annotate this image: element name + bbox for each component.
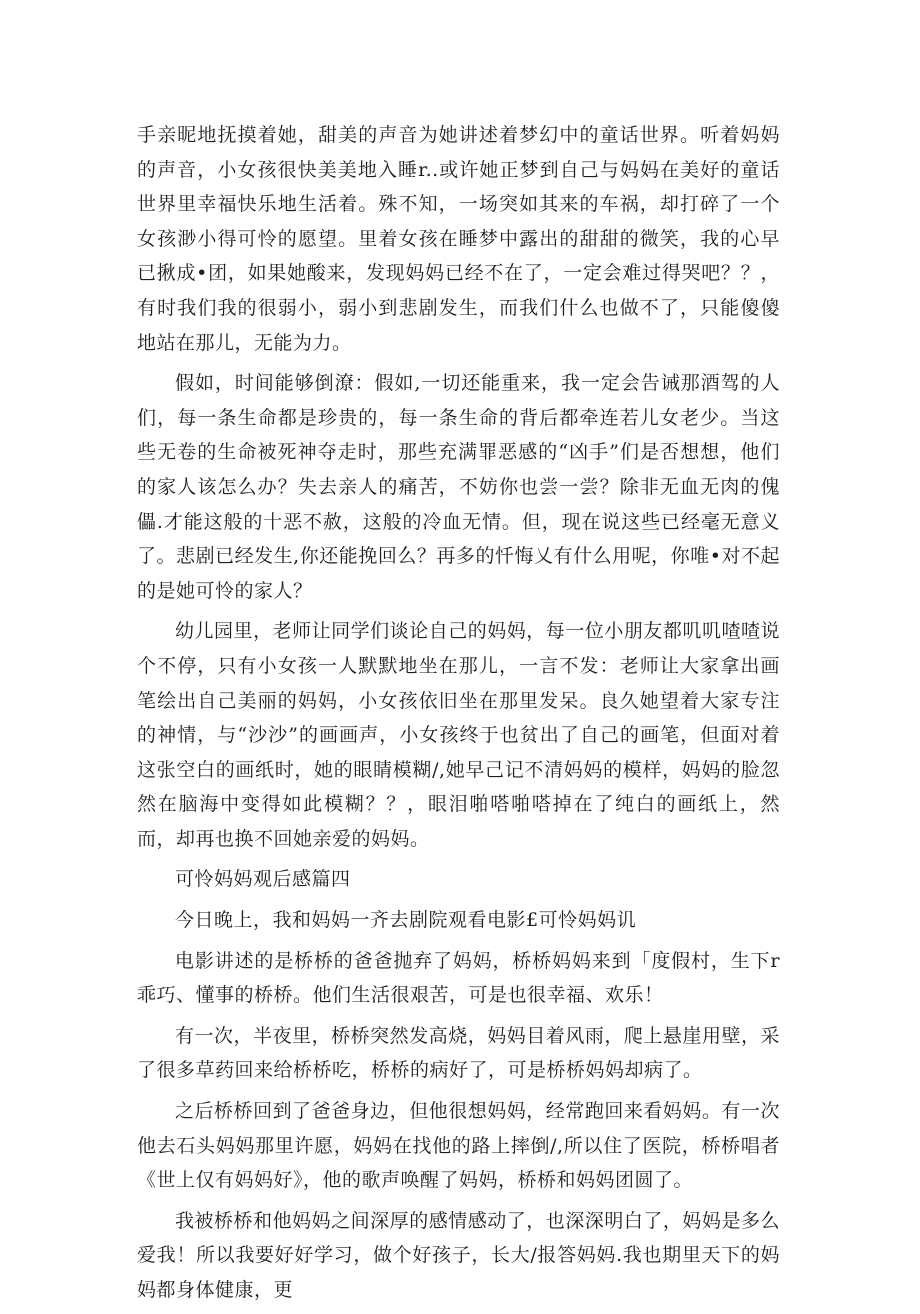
paragraph: 今日晚上，我和妈妈一齐去剧院观看电影£可怜妈妈讥 (175, 909, 637, 932)
paragraph: 电影讲述的是桥桥的爸爸抛弃了妈妈，桥桥妈妈来到「度假村，生下r乖巧、懂事的桥桥。他们生活很艰苦，可是也很幸福、欢乐！ (137, 949, 780, 1007)
paragraph: 假如，时间能够倒潦：假如,一切还能重来，我一定会告诫那酒驾的人们，每一条生命都是珍贵的，每一条生命的背后都牵连若儿女老少。当这些无卷的生命被死神夺走时，那些充满罪恶感的“凶手”们是否想想，他们的家人该怎么办？失去亲人的痛苦，不妨你也尝一尝？除非无血无肉的傀儡.才能这般的十恶不赦，这般的冷血无情。但，现在说这些已经毫无意义了。悲剧已经发生,你还能挽回么？再多的忏悔乂有什么用呢，你唯•对不起的是她可怜的家人？ (137, 372, 780, 602)
paragraph: 之后桥桥回到了爸爸身边，但他很想妈妈，经常跑回来看妈妈。有一次他去石头妈妈那里许愿，妈妈在找他的路上摔倒/,所以住了医院，桥桥唱者《世上仅有妈妈好》，他的歌声唤醒了妈妈，桥桥和妈妈团圆了。 (137, 1100, 780, 1192)
paragraph: 我被桥桥和他妈妈之间深厚的感情感动了，也深深明白了，妈妈是多么爱我！所以我要好好学习，做个好孩子，长大/报答妈妈.我也期里天下的妈妈都身体健康，更 (137, 1209, 780, 1301)
paragraph: 手亲昵地抚摸着她，甜美的声音为她讲述着梦幻中的童话世界。听着妈妈的声音，小女孩很快美美地入睡r..或许她正梦到自己与妈妈在美好的童话世界里幸福快乐地生活着。殊不知，一场突如其来的车祸，却打碎了一个女孩渺小得可怜的愿望。里着女孩在睡梦中露出的甜甜的微笑，我的心早已揪成•团，如果她酸来，发现妈妈已经不在了，一定会难过得哭吧？？，有时我们我的很弱小，弱小到悲剧发生，而我们什么也做不了，只能傻傻地站在那儿，无能为力。 (137, 124, 780, 354)
paragraph: 幼儿园里，老师让同学们谈论自己的妈妈，每一位小朋友都叽叽喳喳说个不停，只有小女孩一人默默地坐在那儿，一言不发：老师让大家拿出画笔绘出自己美丽的妈妈，小女孩依旧坐在那里发呆。良久她望着大家专注的神情，与“沙沙”的画画声，小女孩终于也贫出了自己的画笔，但面对着这张空白的画纸时，她的眼睛模糊/,她早己记不清妈妈的模样，妈妈的脸忽然在脑海中变得如此模糊？？，眼泪啪嗒啪嗒掉在了纯白的画纸上，然而，却再也换不回她亲爱的妈妈。 (137, 620, 780, 850)
paragraph: 有一次，半夜里，桥桥突然发高烧，妈妈目着风雨，爬上悬崖用壁，采了很多草药回来给桥桥吃，桥桥的病好了，可是桥桥妈妈却病了。 (137, 1024, 780, 1082)
document-body (137, 118, 780, 1314)
section-heading: 可怜妈妈观后感篇四 (175, 868, 351, 891)
